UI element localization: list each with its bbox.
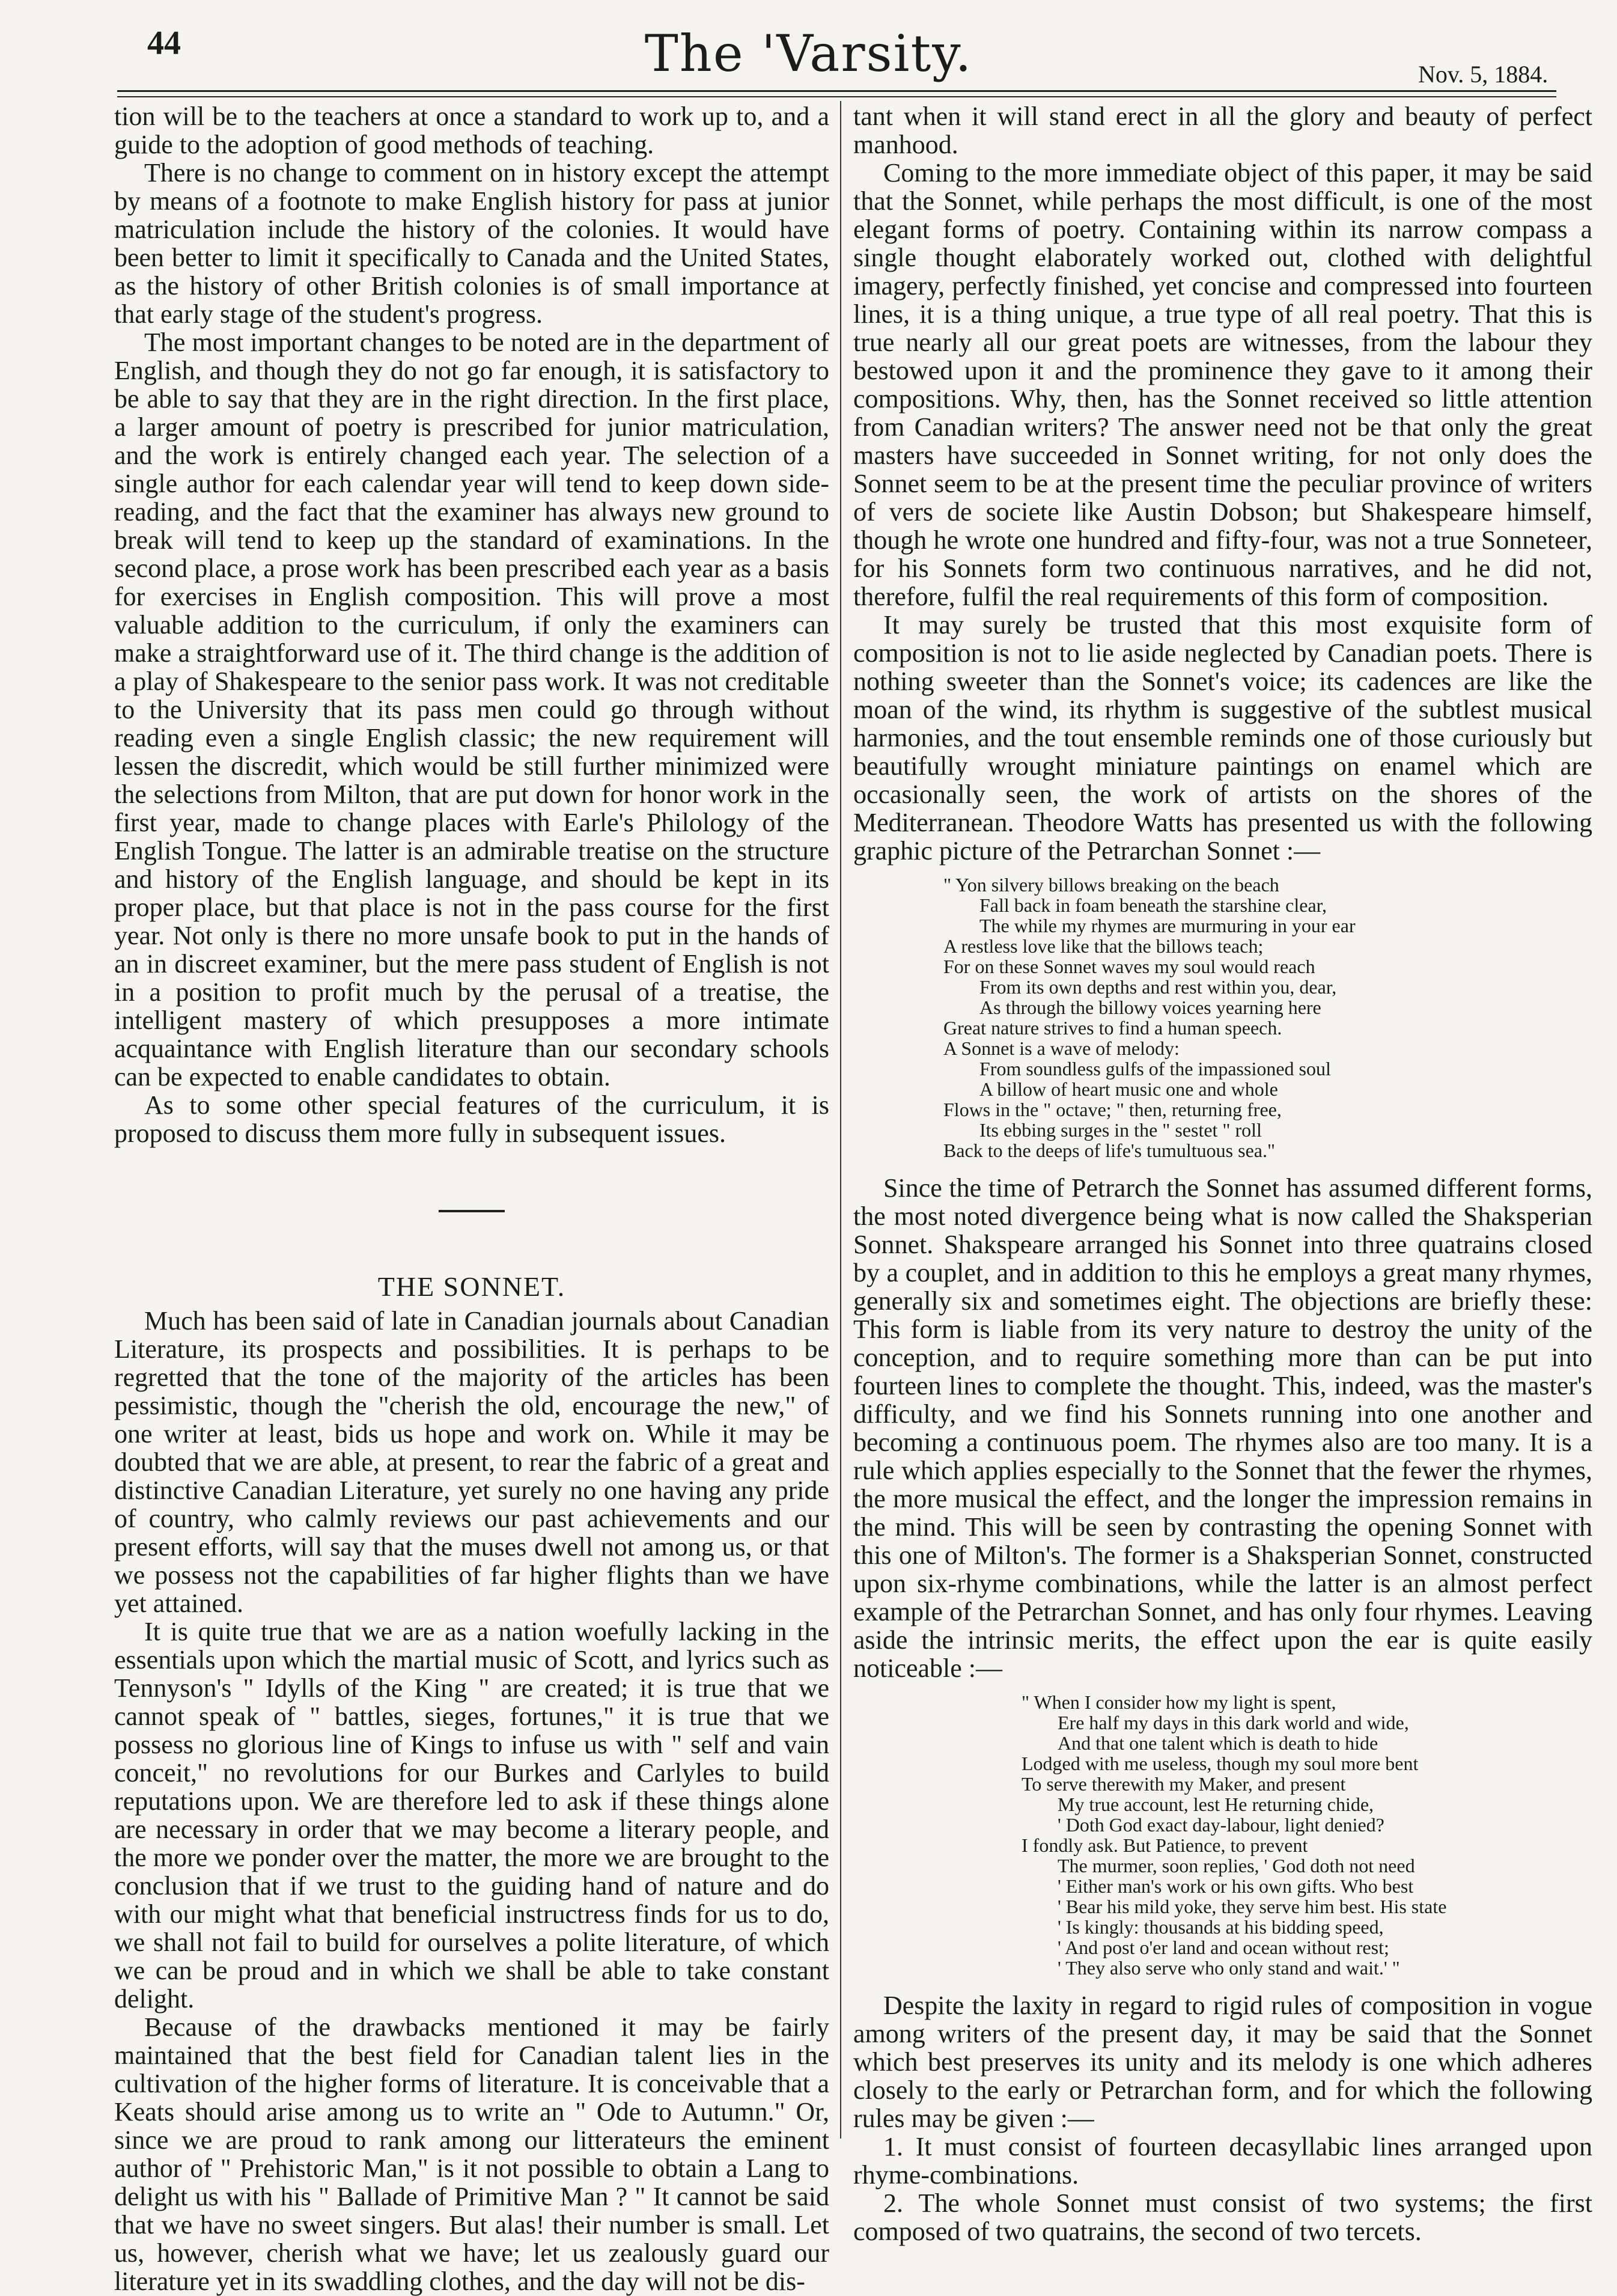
poem-line: And that one talent which is death to hide (1058, 1732, 1378, 1754)
journal-title: The 'Varsity. (644, 24, 973, 83)
poem-line: ' They also serve who only stand and wait.' " (1058, 1957, 1400, 1979)
poem-line: I fondly ask. But Patience, to prevent (1022, 1834, 1308, 1856)
poem-line: For on these Sonnet waves my soul would reach (943, 956, 1315, 977)
page-number: 44 (147, 25, 181, 62)
article-paragraph: It may surely be trusted that this most exquisite form of composition is not to lie aside neglected by Canadian poets. There is nothing sweeter than the Sonnet's voice; its cadences are like the moan of the wind, its rhythm is suggestive of the subtlest musical harmonies, and the tout ensemble reminds one of those curiously but beautifully wrought miniature paintings on enamel which are occasionally seen, the work of artists on the shores of the Mediterranean. Theodore Watts has presented us with the following graphic picture of the Petrarchan Sonnet :— (853, 610, 1592, 866)
section-heading: THE SONNET. (377, 1271, 566, 1302)
header-rule (117, 90, 1556, 92)
header-rule-secondary (117, 96, 1556, 97)
poem-line: A restless love like that the billows teach; (943, 935, 1264, 957)
poem-line: ' Is kingly: thousands at his bidding speed, (1058, 1916, 1384, 1938)
sonnet-paragraph: It is quite true that we are as a nation woefully lacking in the essentials upon which the martial music of Scott, and lyrics such as Tennyson's " Idylls of the King " are created; it is true that we cannot speak of " battles, sieges, fortunes," it is true that we possess no glorious line of Kings to infuse us with " self and vain conceit," no revolutions for our Burkes and Carlyles to build reputations upon. We are therefore led to ask if these things alone are necessary in order that we may become a literary people, and the more we ponder over the matter, the more we are brought to the conclusion that if we trust to the guiding hand of nature and do with our might what that beneficial instructress finds for us to do, we shall not fail to build for ourselves a polite literature, of which we can be proud and in which we shall be able to take constant delight. (114, 1617, 829, 2014)
poem-line: To serve therewith my Maker, and present (1022, 1773, 1346, 1795)
article-paragraph: There is no change to comment on in history except the attempt by means of a footnote to make English history for pass at junior matriculation include the history of the colonies. It would have been better to limit it specifically to Canada and the United States, as the history of other British colonies is of small importance at that early stage of the student's progress. (114, 158, 829, 329)
section-divider (439, 1210, 505, 1212)
poem-line: Fall back in foam beneath the starshine clear, (979, 894, 1327, 916)
poem-line: ' Bear his mild yoke, they serve him best. His state (1058, 1896, 1447, 1917)
poem-line: The murmer, soon replies, ' God doth not need (1058, 1855, 1415, 1876)
watts-sonnet-quote (865, 875, 1592, 1161)
sonnet-paragraph: Because of the drawbacks mentioned it may be fairly maintained that the best field for Canadian talent lies in the cultivation of the higher forms of literature. It is conceivable that a Keats should arise among us to write an " Ode to Autumn." Or, since we are proud to rank among our litterateurs the eminent author of " Prehistoric Man," is it not possible to obtain a Lang to delight us with his " Ballade of Primitive Man ? " It cannot be said that we have no sweet singers. But alas! their number is small. Let us, however, cherish what we have; let us zealously guard our literature yet in its swaddling clothes, and the day will not be dis- (114, 2012, 829, 2296)
poem-line: From soundless gulfs of the impassioned soul (979, 1058, 1331, 1079)
left-column (114, 102, 829, 2295)
rule-item: 1. It must consist of fourteen decasyllabic lines arranged upon rhyme-combinations. (853, 2132, 1592, 2190)
article-paragraph: tant when it will stand erect in all the glory and beauty of perfect manhood. (853, 102, 1592, 159)
milton-sonnet-quote (865, 1692, 1592, 1978)
poem-line: As through the billowy voices yearning here (979, 997, 1321, 1018)
poem-line: The while my rhymes are murmuring in your ear (979, 915, 1356, 936)
article-paragraph: Since the time of Petrarch the Sonnet has assumed different forms, the most noted divergence being what is now called the Shaksperian Sonnet. Shakspeare arranged his Sonnet into three quatrains closed by a couplet, and in addition to this he employs a great many rhymes, generally six and sometimes eight. The objections are briefly these: This form is liable from its very nature to destroy the unity of the conception, and to require something more than can be put into fourteen lines to complete the thought. This, indeed, was the master's difficulty, and we find his Sonnets running into one another and becoming a continuous poem. The rhymes also are too many. It is a rule which applies especially to the Sonnet that the fewer the rhymes, the more musical the effect, and the longer the impression remains in the mind. This will be seen by contrasting the opening Sonnet with this one of Milton's. The former is a Shaksperian Sonnet, constructed upon six-rhyme combinations, while the latter is an almost perfect example of the Petrarchan Sonnet, and has only four rhymes. Leaving aside the intrinsic merits, the effect upon the ear is quite easily noticeable :— (853, 1173, 1592, 1683)
poem-line: My true account, lest He returning chide, (1058, 1794, 1374, 1815)
poem-line: Great nature strives to find a human speech. (943, 1017, 1282, 1039)
rule-item: 2. The whole Sonnet must consist of two systems; the first composed of two quatrains, the second of two tercets. (853, 2188, 1592, 2246)
poem-line: From its own depths and rest within you, dear, (979, 976, 1337, 998)
article-paragraph: The most important changes to be noted are in the department of English, and though they do not go far enough, it is satisfactory to be able to say that they are in the right direction. In the first place, a larger amount of poetry is prescribed for junior matriculation, and the work is entirely changed each year. The selection of a single author for each calendar year will tend to keep down side-reading, and the fact that the examiner has always new ground to break will tend to keep up the standard of examinations. In the second place, a prose work has been prescribed each year as a basis for exercises in English composition. This will prove a most valuable addition to the curriculum, if only the examiners can make a straightforward use of it. The third change is the addition of a play of Shakespeare to the senior pass work. It was not creditable to the University that its pass men could go through without reading even a single English classic; the new requirement will lessen the discredit, which would be still further minimized were the selections from Milton, that are put down for honor work in the first year, made to change places with Earle's Philology of the English Tongue. The latter is an admirable treatise on the structure and history of the English language, and should be kept in its proper place, but that place is not in the pass course for the first year. Not only is there no more unsafe book to put in the hands of an in discreet examiner, but the mere pass student of English is not in a position to profit much by the perusal of a treatise, the intelligent mastery of which presupposes a more intimate acquaintance with English literature than our secondary schools can be expected to enable candidates to obtain. (114, 328, 829, 1092)
poem-line: ' And post o'er land and ocean without rest; (1058, 1937, 1389, 1958)
poem-line: Ere half my days in this dark world and wide, (1058, 1712, 1409, 1733)
issue-date: Nov. 5, 1884. (1418, 61, 1548, 88)
masthead (0, 0, 1617, 90)
poem-line: Flows in the " octave; " then, returning free, (943, 1099, 1282, 1120)
poem-line: A Sonnet is a wave of melody: (943, 1037, 1180, 1059)
column-divider (840, 101, 841, 2139)
poem-line: Back to the deeps of life's tumultuous sea." (943, 1140, 1276, 1161)
poem-line: A billow of heart music one and whole (979, 1078, 1278, 1100)
right-column (853, 102, 1592, 2246)
article-paragraph: Coming to the more immediate object of this paper, it may be said that the Sonnet, while perhaps the most difficult, is one of the most elegant forms of poetry. Containing within its narrow compass a single thought elaborately worked out, clothed with delightful imagery, perfectly finished, yet concise and compressed into fourteen lines, it is a thing unique, a true type of all real poetry. That this is true nearly all our great poets are witnesses, from the labour they bestowed upon it and the prominence they gave to it among their compositions. Why, then, has the Sonnet received so little attention from Canadian writers? The answer need not be that only the great masters have succeeded in Sonnet writing, for not only does the Sonnet seem to be at the present time the peculiar province of writers of vers de societe like Austin Dobson; but Shakespeare himself, though he wrote one hundred and fifty-four, was not a true Sonneteer, for his Sonnets form two continuous narratives, and he did not, therefore, fulfil the real requirements of this form of composition. (853, 158, 1592, 611)
article-paragraph: tion will be to the teachers at once a standard to work up to, and a guide to the adoption of good methods of teaching. (114, 102, 829, 159)
poem-line: " When I consider how my light is spent, (1022, 1691, 1336, 1713)
article-paragraph: As to some other special features of the curriculum, it is proposed to discuss them more fully in subsequent issues. (114, 1090, 829, 1148)
poem-line: ' Doth God exact day-labour, light denied? (1058, 1814, 1384, 1836)
article-paragraph: Despite the laxity in regard to rigid rules of composition in vogue among writers of the present day, it may be said that the Sonnet which best preserves its unity and its melody is one which adheres closely to the early or Petrarchan form, and for which the following rules may be given :— (853, 1991, 1592, 2133)
poem-line: ' Either man's work or his own gifts. Who best (1058, 1875, 1414, 1897)
sonnet-paragraph: Much has been said of late in Canadian journals about Canadian Literature, its prospects and possibilities. It is perhaps to be regretted that the tone of the majority of the articles has been pessimistic, though the "cherish the old, encourage the new," of one writer at least, bids us hope and work on. While it may be doubted that we are able, at present, to rear the fabric of a great and distinctive Canadian Literature, yet surely no one having any pride of country, who calmly reviews our past achievements and our present efforts, will say that the muses dwell not among us, or that we possess not the capabilities of far higher flights than we have yet attained. (114, 1306, 829, 1618)
poem-line: Its ebbing surges in the " sestet " roll (979, 1119, 1262, 1141)
poem-line: Lodged with me useless, though my soul more bent (1022, 1753, 1419, 1774)
poem-line: " Yon silvery billows breaking on the beach (943, 874, 1279, 896)
